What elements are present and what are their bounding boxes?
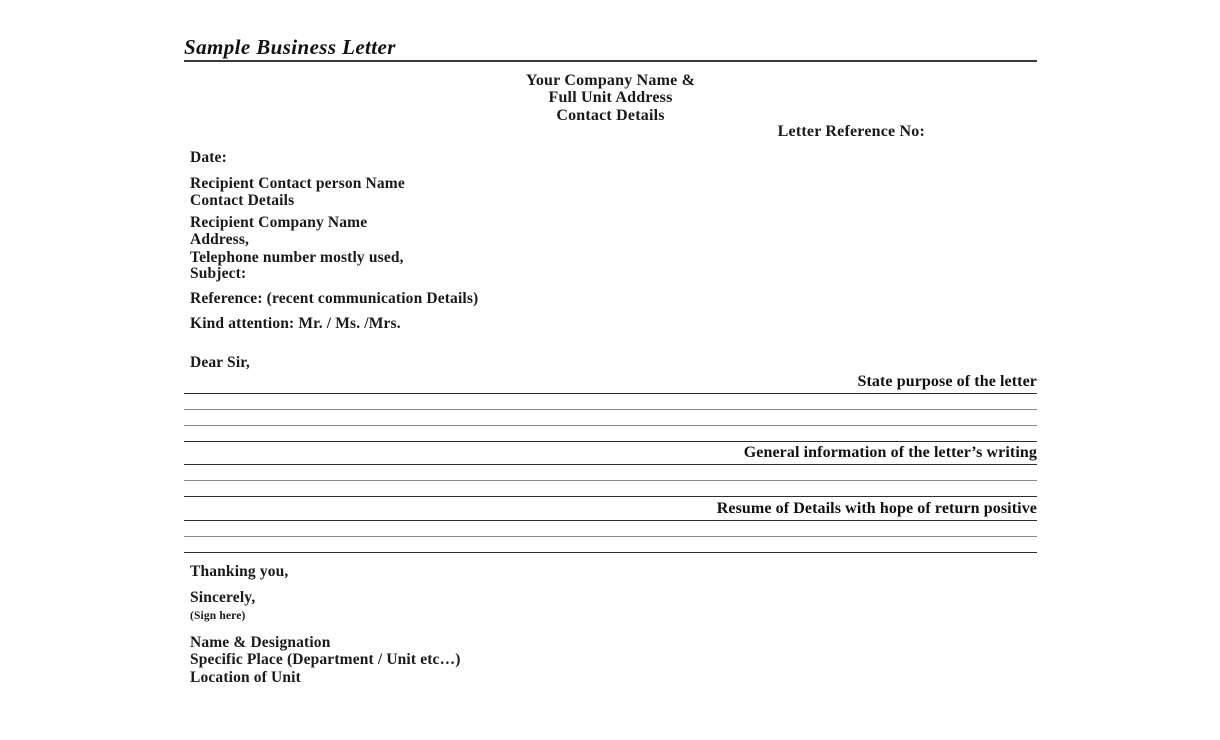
sign-here-block: [190, 610, 790, 623]
subject-block: [190, 265, 1040, 282]
letter-body-ruled-area: [184, 373, 1037, 558]
body-label-general-information: General information of the letter’s writing: [743, 444, 1037, 461]
recipient-address: Address,: [190, 231, 250, 249]
sincerely-text: Sincerely,: [190, 589, 256, 606]
body-label-resume: Resume of Details with hope of return positive: [716, 500, 1037, 517]
date-block: [190, 149, 1040, 166]
signature-block: [190, 634, 790, 686]
salutation-block: [190, 354, 1040, 371]
date-label: Date:: [190, 149, 227, 166]
kind-attention-block: [190, 315, 1040, 332]
company-address-line: Full Unit Address: [548, 89, 673, 107]
title-divider: [184, 60, 1037, 62]
body-rule-7: [184, 496, 1037, 497]
body-rule-10: [184, 552, 1037, 553]
name-designation: Name & Designation: [190, 634, 331, 651]
company-name-line: Your Company Name &: [525, 72, 696, 89]
reference-label: Reference: (recent communication Details): [190, 290, 479, 307]
body-rule-8: [184, 520, 1037, 521]
thanking-text: Thanking you,: [190, 563, 289, 580]
specific-place: Specific Place (Department / Unit etc…): [190, 651, 461, 669]
kind-attention-label: Kind attention: Mr. / Ms. /Mrs.: [190, 315, 401, 332]
sincerely-block: [190, 589, 790, 606]
body-rule-1: [184, 393, 1037, 394]
body-rule-5: [184, 464, 1037, 465]
recipient-company-block: [190, 214, 1040, 266]
body-rule-9: [184, 536, 1037, 537]
letter-reference-no: Letter Reference No:: [777, 123, 925, 140]
recipient-contact-person: Recipient Contact person Name: [190, 175, 405, 192]
recipient-contact-details: Contact Details: [190, 192, 295, 210]
recipient-telephone: Telephone number mostly used,: [190, 248, 404, 266]
company-contact-line: Contact Details: [556, 106, 665, 124]
company-header: [184, 72, 1037, 124]
reference-block: [190, 290, 1040, 307]
title-block: [184, 36, 1037, 62]
page-title: Sample Business Letter: [184, 35, 396, 59]
recipient-company-name: Recipient Company Name: [190, 214, 368, 231]
body-label-purpose: State purpose of the letter: [857, 373, 1037, 390]
body-rule-6: [184, 480, 1037, 481]
subject-label: Subject:: [190, 265, 247, 282]
location-of-unit: Location of Unit: [190, 668, 301, 686]
body-rule-4: [184, 441, 1037, 442]
recipient-contact-block: [190, 175, 1040, 210]
body-rule-3: [184, 425, 1037, 426]
salutation-text: Dear Sir,: [190, 354, 250, 371]
body-rule-2: [184, 409, 1037, 410]
sign-here-text: (Sign here): [190, 610, 246, 622]
thanking-block: [190, 563, 790, 580]
